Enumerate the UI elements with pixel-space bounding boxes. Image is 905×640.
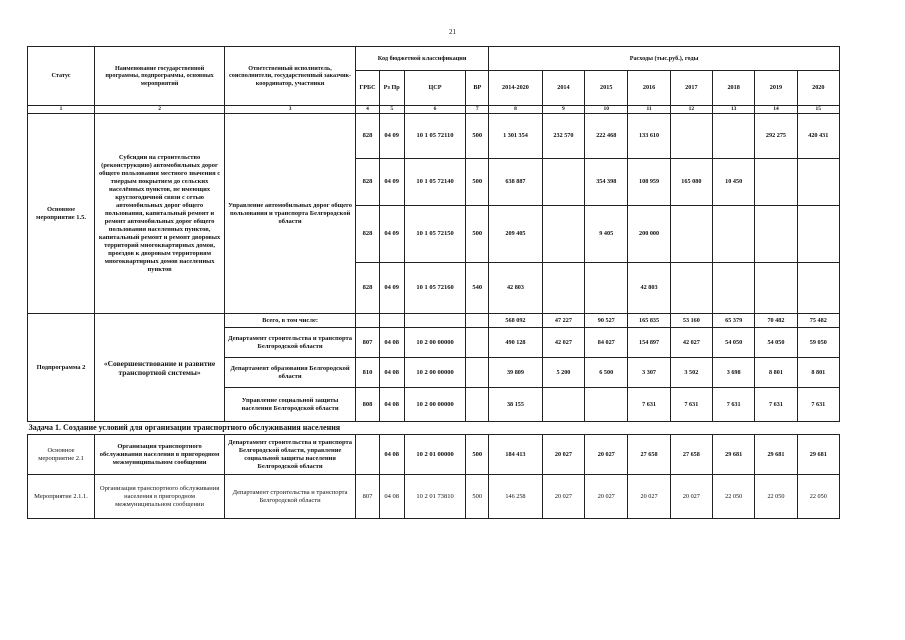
total-value-cell: 165 835 — [628, 314, 670, 328]
grbs-cell: 828 — [356, 114, 380, 159]
executor-cell: Департамент строительства и транспорта Белгородской области, управление социальной защиты населения Белгородской области — [225, 435, 356, 475]
value-cell: 108 959 — [628, 159, 670, 206]
value-cell: 8 801 — [797, 358, 839, 388]
value-cell: 3 307 — [628, 358, 670, 388]
table-row — [28, 114, 840, 159]
vr-cell: 500 — [466, 475, 489, 519]
total-value-cell: 75 482 — [797, 314, 839, 328]
header-year: 2017 — [670, 71, 712, 106]
rzpr-cell: 04 09 — [379, 159, 404, 206]
rzpr-cell: 04 09 — [379, 114, 404, 159]
header-year: 2019 — [755, 71, 797, 106]
status-cell: Мероприятие 2.1.1. — [28, 475, 95, 519]
executor-cell: Управление автомобильных дорог общего пользования и транспорта Белгородской области — [225, 114, 356, 314]
column-index: 2 — [95, 106, 225, 114]
rzpr-cell: 04 08 — [379, 435, 404, 475]
value-cell — [585, 388, 628, 422]
page-number: 21 — [449, 28, 456, 36]
rzpr-cell: 04 08 — [379, 475, 404, 519]
value-cell: 222 468 — [585, 114, 628, 159]
rzpr-cell: 04 08 — [379, 358, 404, 388]
grbs-cell — [356, 314, 380, 328]
table-row — [28, 314, 840, 328]
column-index-row — [28, 106, 840, 114]
table-row — [28, 435, 840, 475]
vr-cell: 500 — [466, 206, 489, 263]
executor-cell: Департамент строительства и транспорта Белгородской области — [225, 328, 356, 358]
value-cell: 7 631 — [713, 388, 755, 422]
value-cell: 354 398 — [585, 159, 628, 206]
value-cell: 490 128 — [489, 328, 543, 358]
value-cell — [670, 206, 712, 263]
total-value-cell: 47 227 — [542, 314, 584, 328]
vr-cell: 500 — [466, 159, 489, 206]
value-cell — [670, 114, 712, 159]
grbs-cell: 808 — [356, 388, 380, 422]
value-cell: 165 080 — [670, 159, 712, 206]
rzpr-cell — [379, 314, 404, 328]
total-value-cell: 65 379 — [713, 314, 755, 328]
csr-cell: 10 1 05 72140 — [404, 159, 466, 206]
value-cell: 20 027 — [628, 475, 670, 519]
value-cell — [713, 263, 755, 314]
value-cell: 7 631 — [628, 388, 670, 422]
value-cell: 42 803 — [489, 263, 543, 314]
task-heading: Задача 1. Создание условий для организации транспортного обслуживания населения — [28, 422, 840, 435]
grbs-cell: 828 — [356, 206, 380, 263]
column-index: 9 — [542, 106, 584, 114]
column-index: 6 — [404, 106, 466, 114]
vr-cell: 500 — [466, 114, 489, 159]
value-cell: 7 631 — [797, 388, 839, 422]
activity-name-cell: Организация транспортного обслуживания населения в пригородном межмуниципальном сообщении — [95, 475, 225, 519]
value-cell: 42 027 — [542, 328, 584, 358]
column-index: 4 — [356, 106, 380, 114]
activity-name-cell: Организация транспортного обслуживания населения в пригородном межмуниципальном сообщении — [95, 435, 225, 475]
activity-name-cell: Субсидии на строительство (реконструкцию) автомобильных дорог общего пользования местного значения с твердым покрытием до сельских населённых пунктов, не имеющих круглогодичной связи с сетью автомобильных дорог общего пользования, капитальный ремонт и ремонт автомобильных дорог общего пользования населенных пунктов, капитальный ремонт и ремонт дворовых территорий многоквартирных домов, проездов к дворовым территориям многоквартирных домов населенных пунктов — [95, 114, 225, 314]
header-executor: Ответственный исполнитель, соисполнители, государственный заказчик-координатор, участники — [225, 47, 356, 106]
executor-cell: Департамент строительства и транспорта Белгородской области — [225, 475, 356, 519]
column-index: 8 — [489, 106, 543, 114]
header-year: 2015 — [585, 71, 628, 106]
value-cell: 27 658 — [628, 435, 670, 475]
total-value-cell: 568 092 — [489, 314, 543, 328]
value-cell: 232 570 — [542, 114, 584, 159]
header-csr: ЦСР — [404, 71, 466, 106]
value-cell — [585, 263, 628, 314]
executor-cell: Департамент образования Белгородской области — [225, 358, 356, 388]
vr-cell — [466, 328, 489, 358]
value-cell: 5 200 — [542, 358, 584, 388]
value-cell: 1 301 354 — [489, 114, 543, 159]
value-cell: 54 050 — [755, 328, 797, 358]
header-rzpr: Рз Пр — [379, 71, 404, 106]
value-cell — [797, 206, 839, 263]
grbs-cell: 810 — [356, 358, 380, 388]
value-cell: 7 631 — [670, 388, 712, 422]
value-cell: 7 631 — [755, 388, 797, 422]
csr-cell: 10 2 00 00000 — [404, 358, 466, 388]
value-cell: 20 027 — [585, 475, 628, 519]
value-cell: 29 681 — [797, 435, 839, 475]
total-value-cell: 90 527 — [585, 314, 628, 328]
status-cell: Основное мероприятие 1.5. — [28, 114, 95, 314]
header-year: 2020 — [797, 71, 839, 106]
status-cell: Подпрограмма 2 — [28, 314, 95, 422]
header-year: 2016 — [628, 71, 670, 106]
status-cell: Основное мероприятие 2.1 — [28, 435, 95, 475]
value-cell: 54 050 — [713, 328, 755, 358]
csr-cell: 10 1 05 72110 — [404, 114, 466, 159]
value-cell: 154 897 — [628, 328, 670, 358]
value-cell — [755, 206, 797, 263]
vr-cell — [466, 358, 489, 388]
value-cell — [713, 114, 755, 159]
value-cell: 200 000 — [628, 206, 670, 263]
value-cell: 42 803 — [628, 263, 670, 314]
value-cell: 27 658 — [670, 435, 712, 475]
value-cell — [713, 206, 755, 263]
value-cell — [542, 263, 584, 314]
value-cell — [755, 263, 797, 314]
total-label-cell: Всего, в том числе: — [225, 314, 356, 328]
rzpr-cell: 04 09 — [379, 263, 404, 314]
header-year: 2018 — [713, 71, 755, 106]
header-grbs: ГРБС — [356, 71, 380, 106]
column-index: 13 — [713, 106, 755, 114]
grbs-cell: 807 — [356, 328, 380, 358]
rzpr-cell: 04 09 — [379, 206, 404, 263]
column-index: 10 — [585, 106, 628, 114]
column-index: 12 — [670, 106, 712, 114]
value-cell: 29 681 — [713, 435, 755, 475]
csr-cell: 10 2 00 00000 — [404, 388, 466, 422]
csr-cell: 10 2 00 00000 — [404, 328, 466, 358]
total-value-cell: 70 482 — [755, 314, 797, 328]
header-year: 2014 — [542, 71, 584, 106]
csr-cell: 10 1 05 72150 — [404, 206, 466, 263]
value-cell: 3 502 — [670, 358, 712, 388]
rzpr-cell: 04 08 — [379, 328, 404, 358]
header-year: 2014-2020 — [489, 71, 543, 106]
table-row — [28, 475, 840, 519]
value-cell: 22 050 — [797, 475, 839, 519]
value-cell: 8 801 — [755, 358, 797, 388]
value-cell — [797, 159, 839, 206]
expenses-table — [27, 46, 840, 519]
value-cell: 20 027 — [585, 435, 628, 475]
value-cell: 22 050 — [755, 475, 797, 519]
value-cell: 38 155 — [489, 388, 543, 422]
value-cell — [797, 263, 839, 314]
vr-cell — [466, 388, 489, 422]
header-status: Статус — [28, 47, 95, 106]
value-cell: 146 258 — [489, 475, 543, 519]
value-cell: 20 027 — [542, 435, 584, 475]
grbs-cell — [356, 435, 380, 475]
value-cell: 20 027 — [670, 475, 712, 519]
value-cell: 209 405 — [489, 206, 543, 263]
value-cell — [542, 206, 584, 263]
grbs-cell: 807 — [356, 475, 380, 519]
grbs-cell: 828 — [356, 159, 380, 206]
rzpr-cell: 04 08 — [379, 388, 404, 422]
value-cell — [670, 263, 712, 314]
value-cell: 29 681 — [755, 435, 797, 475]
header-vr: ВР — [466, 71, 489, 106]
value-cell: 59 050 — [797, 328, 839, 358]
column-index: 5 — [379, 106, 404, 114]
value-cell: 39 809 — [489, 358, 543, 388]
value-cell: 638 887 — [489, 159, 543, 206]
value-cell: 42 027 — [670, 328, 712, 358]
value-cell — [542, 388, 584, 422]
value-cell: 22 050 — [713, 475, 755, 519]
value-cell — [755, 159, 797, 206]
header-budget-code: Код бюджетной классификации — [356, 47, 489, 71]
value-cell: 3 698 — [713, 358, 755, 388]
value-cell: 184 413 — [489, 435, 543, 475]
executor-cell: Управление социальной защиты населения Белгородской области — [225, 388, 356, 422]
csr-cell: 10 1 05 72160 — [404, 263, 466, 314]
value-cell: 20 027 — [542, 475, 584, 519]
column-index: 11 — [628, 106, 670, 114]
vr-cell: 500 — [466, 435, 489, 475]
grbs-cell: 828 — [356, 263, 380, 314]
task-row — [28, 422, 840, 435]
value-cell: 292 275 — [755, 114, 797, 159]
csr-cell: 10 2 01 00000 — [404, 435, 466, 475]
value-cell: 84 027 — [585, 328, 628, 358]
header-expenses: Расходы (тыс.руб.), годы — [489, 47, 840, 71]
value-cell — [542, 159, 584, 206]
column-index: 3 — [225, 106, 356, 114]
csr-cell — [404, 314, 466, 328]
value-cell: 10 450 — [713, 159, 755, 206]
total-value-cell: 53 160 — [670, 314, 712, 328]
value-cell: 6 500 — [585, 358, 628, 388]
csr-cell: 10 2 01 73810 — [404, 475, 466, 519]
value-cell: 9 405 — [585, 206, 628, 263]
column-index: 7 — [466, 106, 489, 114]
vr-cell: 540 — [466, 263, 489, 314]
column-index: 15 — [797, 106, 839, 114]
subprogram-name-cell: «Совершенствование и развитие транспортной системы» — [95, 314, 225, 422]
column-index: 1 — [28, 106, 95, 114]
vr-cell — [466, 314, 489, 328]
header-program-name: Наименование государственной программы, подпрограммы, основных мероприятий — [95, 47, 225, 106]
column-index: 14 — [755, 106, 797, 114]
value-cell: 133 610 — [628, 114, 670, 159]
value-cell: 420 431 — [797, 114, 839, 159]
